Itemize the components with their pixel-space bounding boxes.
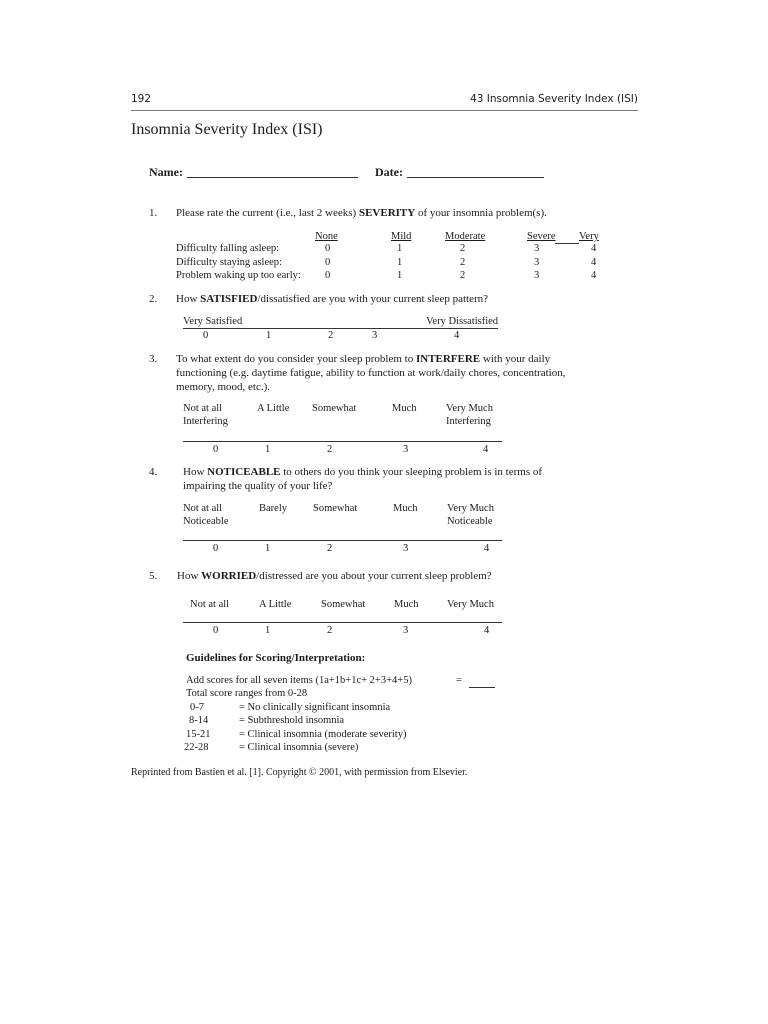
- q4-scale-value[interactable]: 2: [327, 543, 333, 554]
- q1-row-value[interactable]: 4: [591, 257, 597, 268]
- q5-anchor: Much: [394, 599, 419, 610]
- q3-anchor: Much: [392, 403, 417, 414]
- q2-scale-value[interactable]: 2: [328, 330, 334, 341]
- q5-scale-value[interactable]: 3: [403, 625, 409, 636]
- score-range-desc: = No clinically significant insomnia: [239, 702, 391, 713]
- q3-scale-line: [183, 441, 502, 442]
- q2-scale-value[interactable]: 3: [372, 330, 378, 341]
- q1-row-value[interactable]: 4: [591, 243, 597, 254]
- q1-row-value[interactable]: 0: [325, 243, 331, 254]
- q2-scale-value[interactable]: 0: [203, 330, 209, 341]
- q4-text: How NOTICEABLE to others do you think your sleeping problem is in terms of: [183, 466, 543, 478]
- q3-anchor: Very Much: [446, 403, 493, 414]
- q2-text: How SATISFIED/dissatisfied are you with your current sleep pattern?: [176, 293, 489, 305]
- q5-scale-value[interactable]: 4: [484, 625, 490, 636]
- q5-anchor: A Little: [259, 599, 292, 610]
- q5-text: How WORRIED/distressed are you about your current sleep problem?: [177, 570, 492, 582]
- q3-text: To what extent do you consider your sleep problem to INTERFERE with your daily: [176, 353, 551, 365]
- q3-anchor: Not at all: [183, 403, 223, 414]
- q5-anchor: Somewhat: [321, 599, 366, 610]
- q3-anchor: Interfering: [446, 416, 491, 427]
- q3-anchor: A Little: [257, 403, 290, 414]
- q1-header-none: None: [315, 231, 338, 242]
- q5-number: 5.: [149, 570, 158, 582]
- q4-scale-value[interactable]: 0: [213, 543, 219, 554]
- header-rule: [131, 110, 638, 111]
- score-range-desc: = Subthreshold insomnia: [239, 715, 345, 726]
- score-range-desc: = Clinical insomnia (moderate severity): [239, 729, 407, 740]
- score-range: 0-7: [190, 702, 204, 713]
- q1-row-label: Difficulty falling asleep:: [176, 243, 280, 254]
- q5-scale-value[interactable]: 1: [265, 625, 271, 636]
- score-range-desc: = Clinical insomnia (severe): [239, 742, 359, 753]
- q2-number: 2.: [149, 293, 158, 305]
- q3-scale-value[interactable]: 1: [265, 444, 271, 455]
- q4-anchor: Not at all: [183, 503, 223, 514]
- score-range: 8-14: [189, 715, 209, 726]
- q4-anchor: Somewhat: [313, 503, 358, 514]
- q5-anchor: Not at all: [190, 599, 230, 610]
- score-range: 22-28: [184, 742, 209, 753]
- q1-header-underline: [555, 243, 579, 244]
- q3-scale-value[interactable]: 2: [327, 444, 333, 455]
- guidelines-title: Guidelines for Scoring/Interpretation:: [186, 652, 366, 664]
- score-range: 15-21: [186, 729, 211, 740]
- guidelines-add-scores: Add scores for all seven items (1a+1b+1c+ 2+3+4+5): [186, 675, 412, 686]
- q1-row-value[interactable]: 1: [397, 270, 403, 281]
- q5-scale-value[interactable]: 2: [327, 625, 333, 636]
- q3-text-line2: functioning (e.g. daytime fatigue, ability to function at work/daily chores, concentration,: [176, 367, 566, 379]
- date-label: Date:: [375, 165, 403, 179]
- q1-row-label: Difficulty staying asleep:: [176, 257, 282, 268]
- q2-anchor-right: Very Dissatisfied: [426, 316, 499, 327]
- q4-anchor: Very Much: [447, 503, 494, 514]
- q1-row-value[interactable]: 1: [397, 257, 403, 268]
- q1-row-value[interactable]: 3: [534, 243, 540, 254]
- q1-header-very: Very: [579, 231, 599, 242]
- q2-scale-value[interactable]: 1: [266, 330, 272, 341]
- q2-scale-line: [183, 328, 498, 329]
- name-field[interactable]: [187, 177, 358, 178]
- q2-anchor-left: Very Satisfied: [183, 316, 243, 327]
- q1-number: 1.: [149, 207, 158, 219]
- q1-row-value[interactable]: 2: [460, 243, 466, 254]
- q3-number: 3.: [149, 353, 158, 365]
- q3-anchor: Interfering: [183, 416, 228, 427]
- q5-scale-value[interactable]: 0: [213, 625, 219, 636]
- q4-anchor: Barely: [259, 503, 287, 514]
- q5-anchor: Very Much: [447, 599, 494, 610]
- q1-header-mild: Mild: [391, 231, 412, 242]
- q4-anchor: Noticeable: [183, 516, 229, 527]
- q1-row-value[interactable]: 0: [325, 257, 331, 268]
- q1-text: Please rate the current (i.e., last 2 weeks) SEVERITY of your insomnia problem(s).: [176, 207, 547, 219]
- q3-anchor: Somewhat: [312, 403, 357, 414]
- q1-row-value[interactable]: 1: [397, 243, 403, 254]
- page-title: Insomnia Severity Index (ISI): [131, 121, 323, 138]
- q3-text-line3: memory, mood, etc.).: [176, 381, 270, 393]
- date-field[interactable]: [407, 177, 544, 178]
- q3-scale-value[interactable]: 4: [483, 444, 489, 455]
- name-label: Name:: [149, 165, 183, 179]
- q1-row-value[interactable]: 3: [534, 257, 540, 268]
- total-score-field[interactable]: [469, 687, 495, 688]
- guidelines-equals: =: [456, 675, 462, 686]
- q4-scale-line: [183, 540, 502, 541]
- guidelines-total-range: Total score ranges from 0-28: [186, 688, 308, 699]
- q5-scale-line: [183, 622, 502, 623]
- q1-row-value[interactable]: 4: [591, 270, 597, 281]
- q1-row-label: Problem waking up too early:: [176, 270, 301, 281]
- chapter-heading: 43 Insomnia Severity Index (ISI): [470, 93, 638, 105]
- q4-anchor: Much: [393, 503, 418, 514]
- q4-anchor: Noticeable: [447, 516, 493, 527]
- q3-scale-value[interactable]: 0: [213, 444, 219, 455]
- q1-row-value[interactable]: 0: [325, 270, 331, 281]
- q1-row-value[interactable]: 3: [534, 270, 540, 281]
- q1-row-value[interactable]: 2: [460, 270, 466, 281]
- q1-header-severe: Severe: [527, 231, 556, 242]
- q2-scale-value[interactable]: 4: [454, 330, 460, 341]
- q1-row-value[interactable]: 2: [460, 257, 466, 268]
- q1-header-moderate: Moderate: [445, 231, 486, 242]
- page-number: 192: [131, 93, 152, 105]
- q4-scale-value[interactable]: 4: [484, 543, 490, 554]
- q4-scale-value[interactable]: 3: [403, 543, 409, 554]
- q4-number: 4.: [149, 466, 158, 478]
- q4-scale-value[interactable]: 1: [265, 543, 271, 554]
- q4-text-line2: impairing the quality of your life?: [183, 480, 333, 492]
- reprint-note: Reprinted from Bastien et al. [1]. Copyright © 2001, with permission from Elsevier.: [131, 767, 468, 778]
- q3-scale-value[interactable]: 3: [403, 444, 409, 455]
